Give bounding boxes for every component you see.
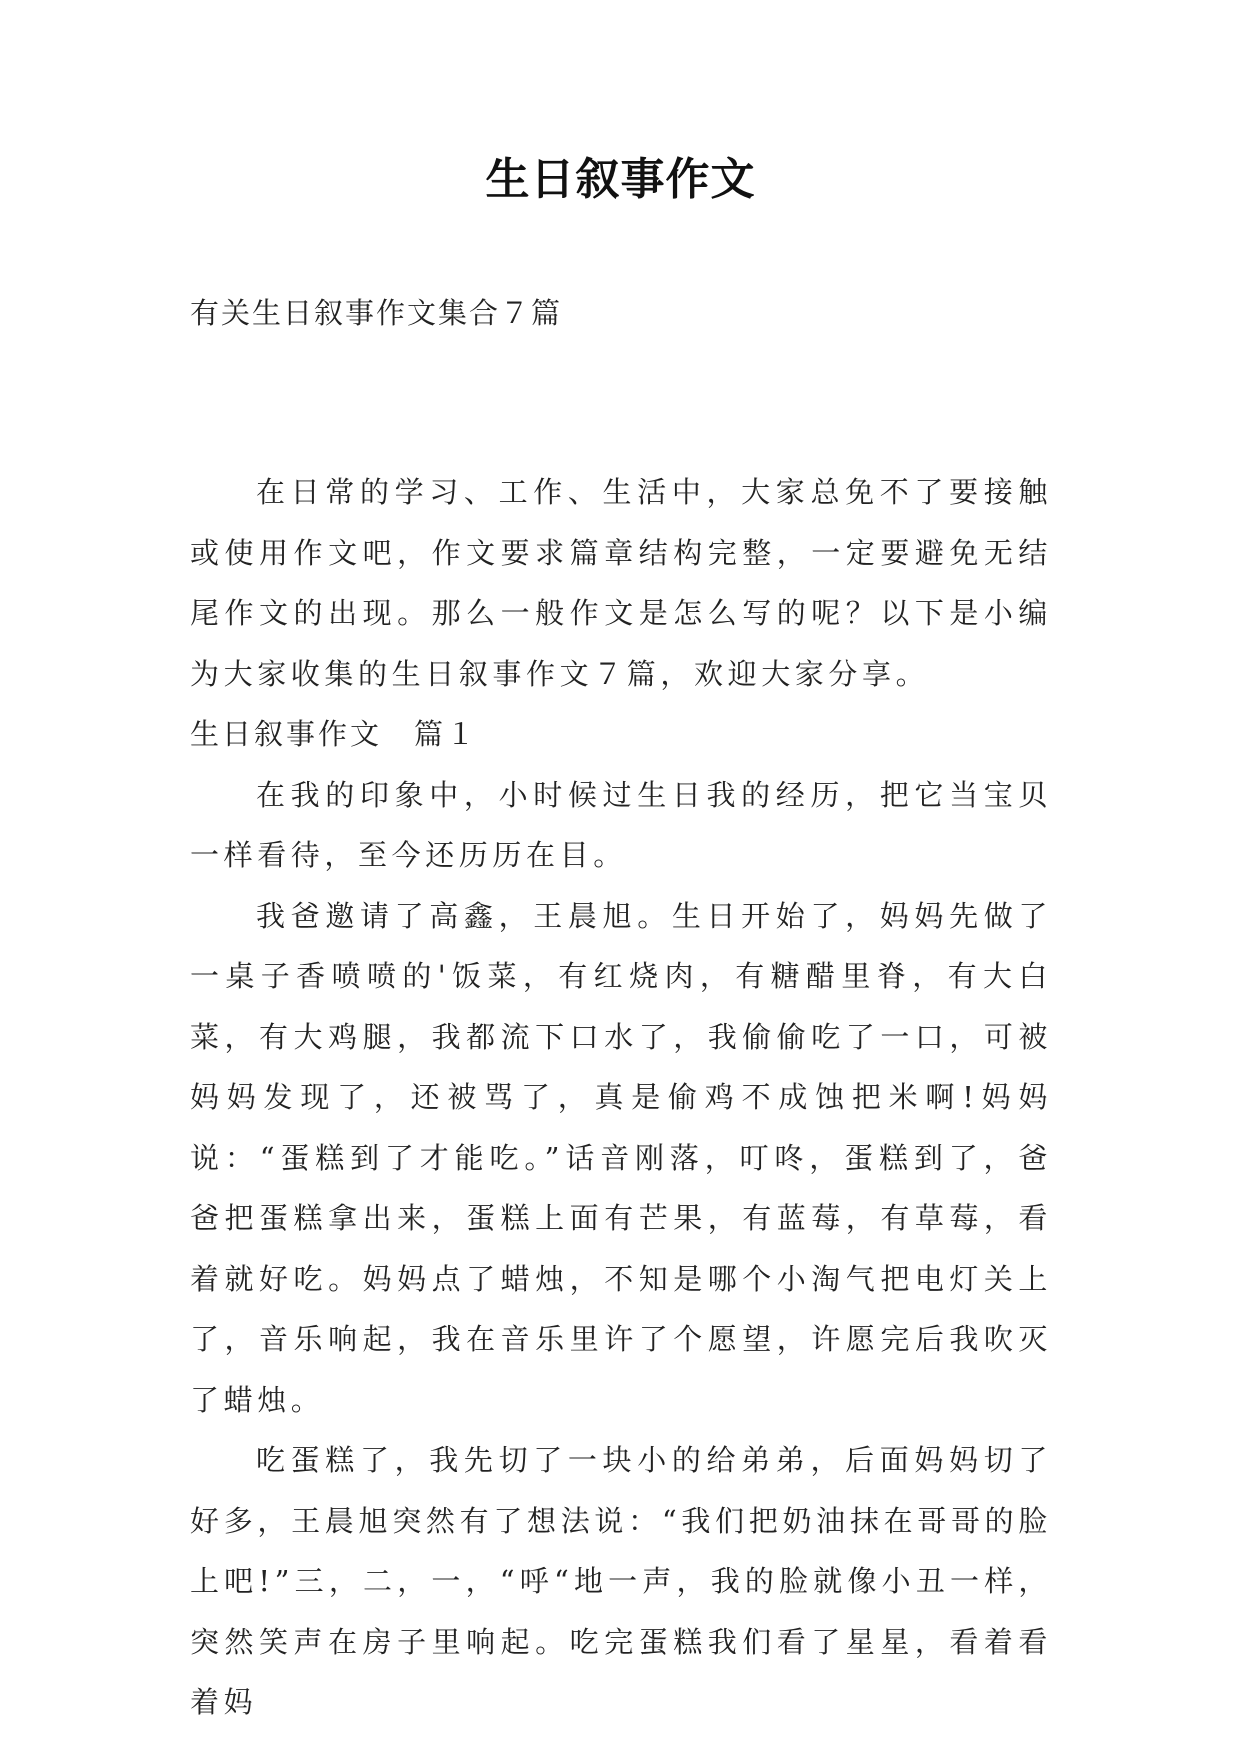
body-paragraph: 在我的印象中，小时候过生日我的经历，把它当宝贝一样看待，至今还历历在目。	[190, 777, 1052, 872]
document-body	[190, 462, 1052, 1733]
intro-paragraph: 在日常的学习、工作、生活中，大家总免不了要接触或使用作文吧，作文要求篇章结构完整，一定要避免无结尾作文的出现。那么一般作文是怎么写的呢？以下是小编为大家收集的生日叙事作文７篇，欢迎大家分享。	[190, 475, 1052, 691]
document-subtitle: 有关生日叙事作文集合７篇	[190, 296, 563, 330]
section-heading: 生日叙事作文 篇１	[190, 717, 479, 751]
body-paragraph: 我爸邀请了高鑫，王晨旭。生日开始了，妈妈先做了一桌子香喷喷的'饭菜，有红烧肉，有糖醋里脊，有大白菜，有大鸡腿，我都流下口水了，我偷偷吃了一口，可被妈妈发现了，还被骂了，真是偷鸡不成蚀把米啊!妈妈说：“蛋糕到了才能吃。”话音刚落，叮咚，蛋糕到了，爸爸把蛋糕拿出来，蛋糕上面有芒果，有蓝莓，有草莓，看着就好吃。妈妈点了蜡烛，不知是哪个小淘气把电灯关上了，音乐响起，我在音乐里许了个愿望，许愿完后我吹灭了蜡烛。	[190, 898, 1052, 1417]
document-title: 生日叙事作文	[485, 154, 756, 205]
body-paragraph: 吃蛋糕了，我先切了一块小的给弟弟，后面妈妈切了好多，王晨旭突然有了想法说：“我们把奶油抹在哥哥的脸上吧!”三，二，一，“呼“地一声，我的脸就像小丑一样，突然笑声在房子里响起。吃完蛋糕我们看了星星，看着看着妈	[190, 1443, 1052, 1719]
